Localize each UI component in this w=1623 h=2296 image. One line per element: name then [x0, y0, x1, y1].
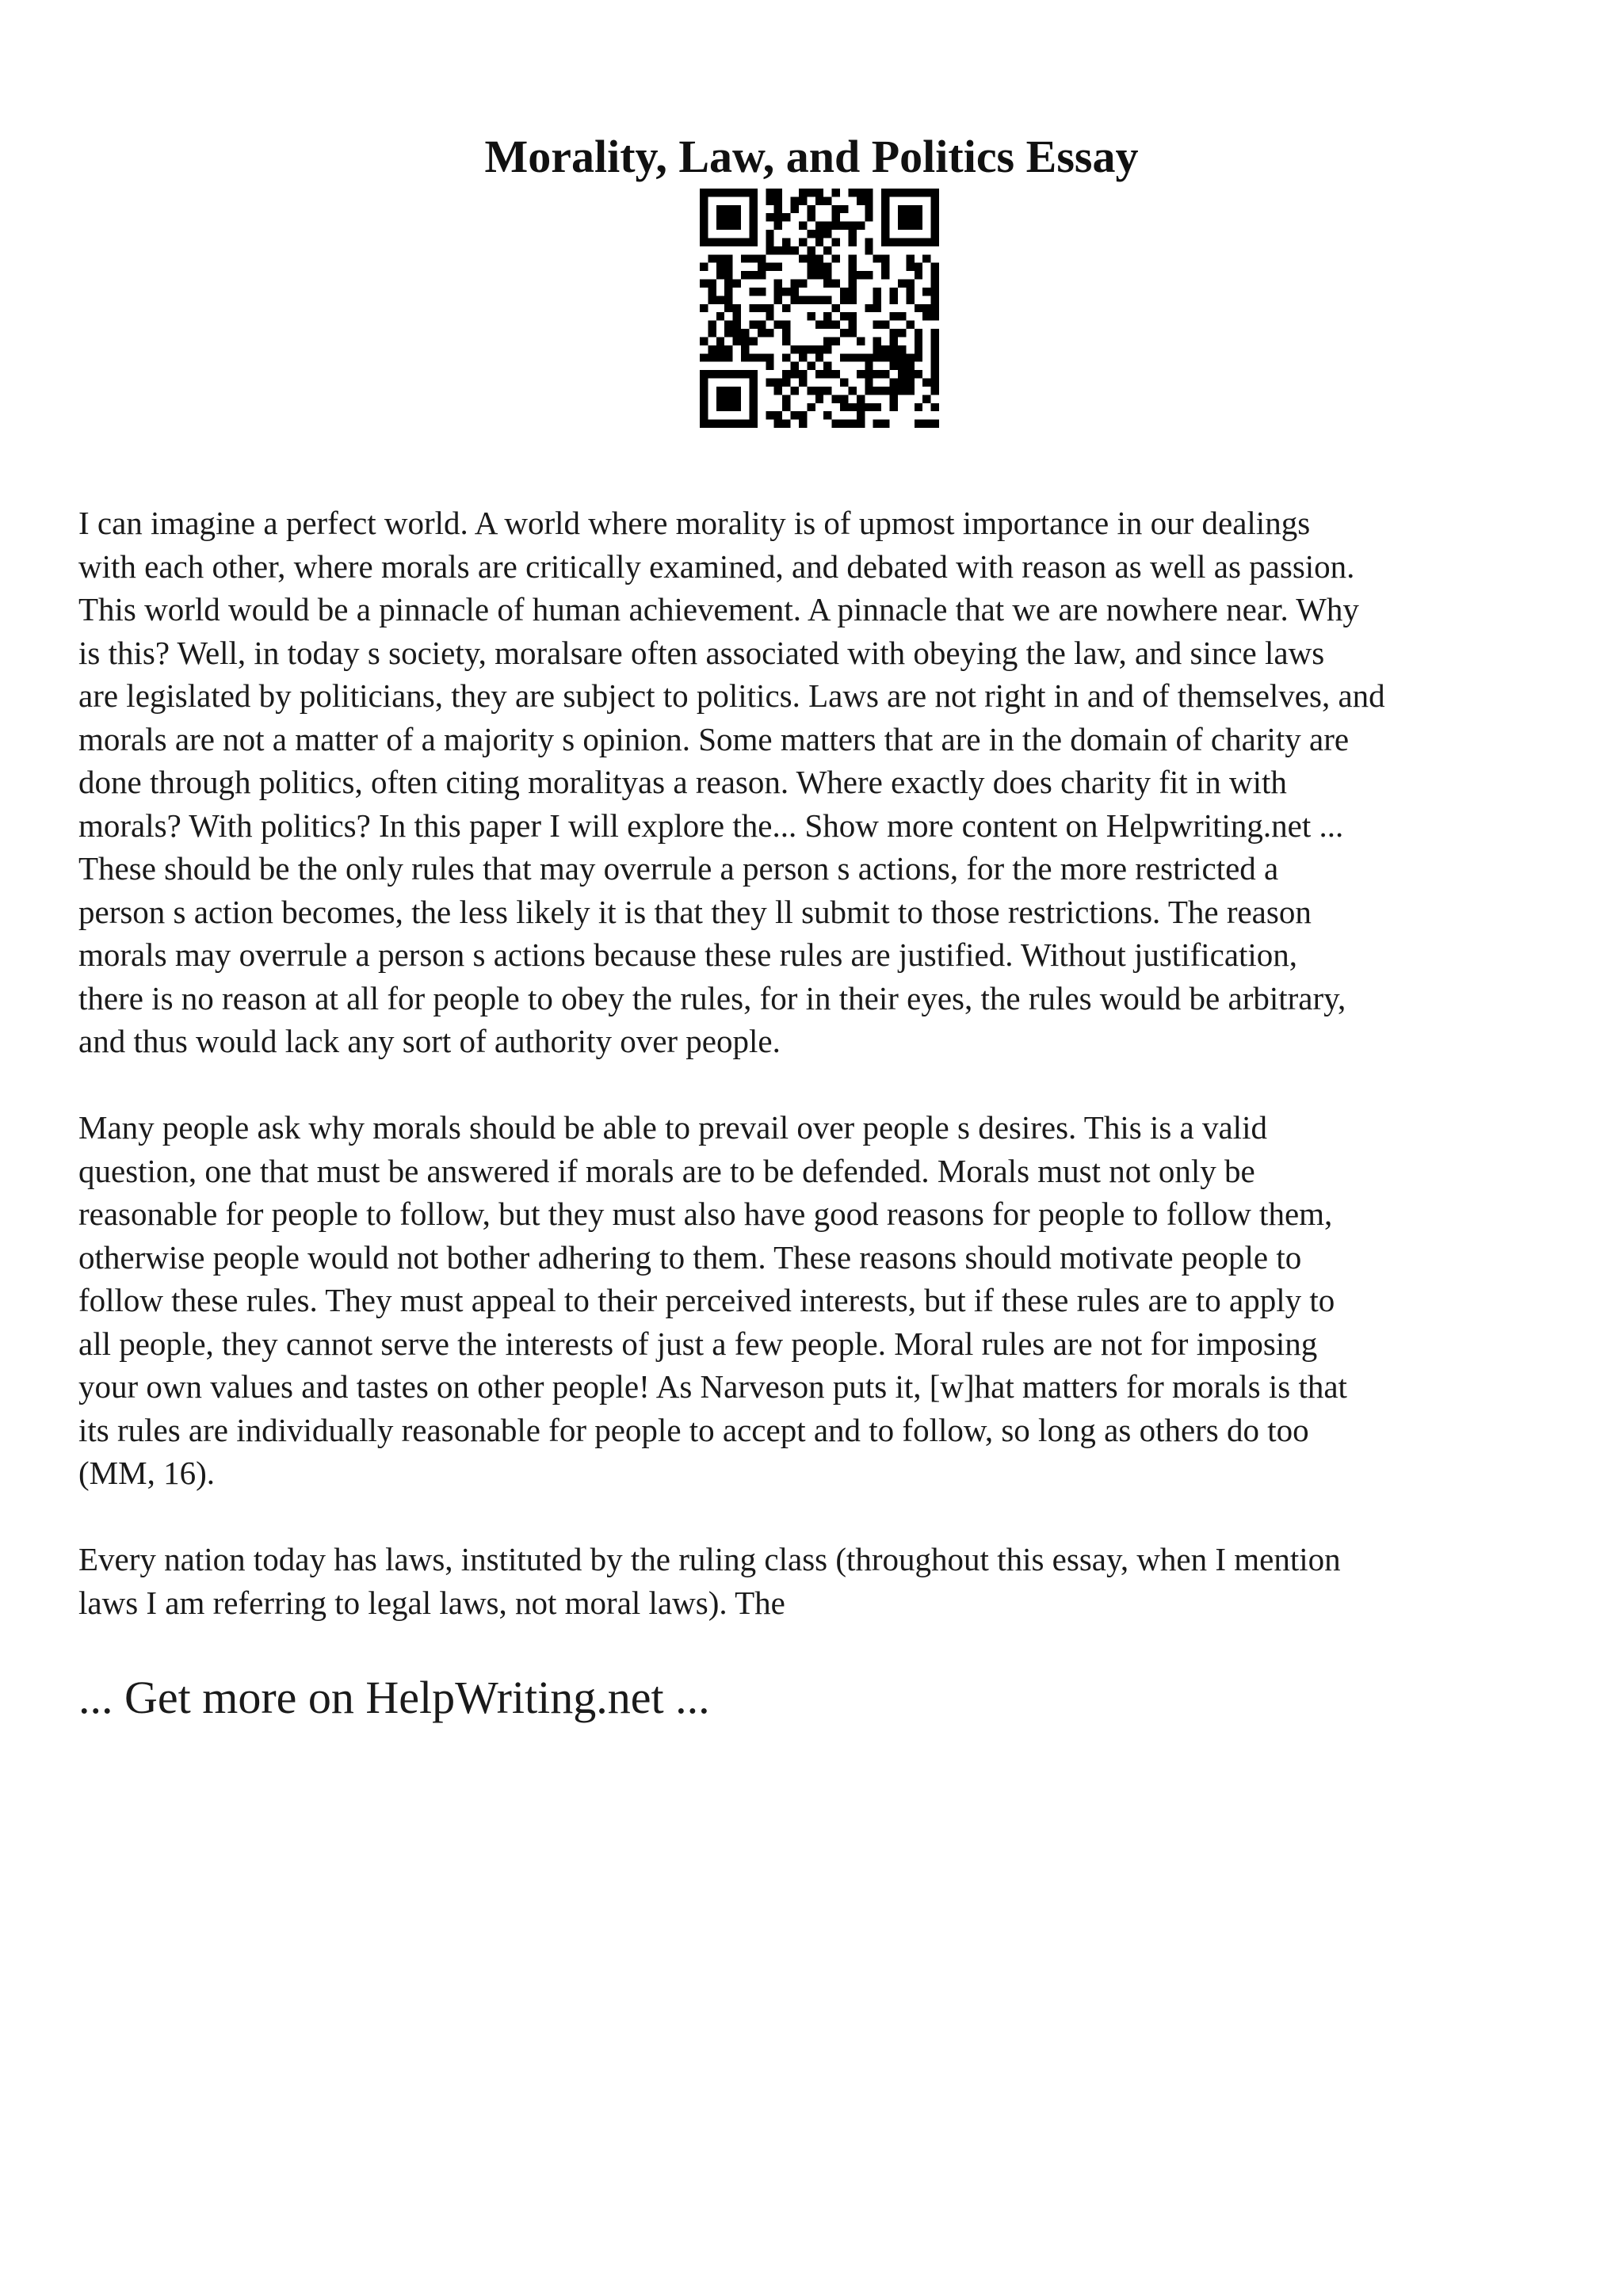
document-title: Morality, Law, and Politics Essay — [484, 130, 1139, 182]
get-more-link[interactable]: ... Get more on HelpWriting.net ... — [78, 1672, 710, 1723]
text-line: morals may overrule a person s actions because these rules are justified. Without justification, — [78, 936, 1298, 973]
text-line: is this? Well, in today s society, moralsare often associated with obeying the law, and since laws — [78, 634, 1325, 671]
text-line: are legislated by politicians, they are subject to politics. Laws are not right in and of themselves, and — [78, 677, 1385, 714]
paragraph-2 — [78, 1106, 1568, 1495]
text-line: all people, they cannot serve the interests of just a few people. Moral rules are not for imposing — [78, 1325, 1318, 1362]
text-line: morals? With politics? In this paper I will explore the... Show more content on Helpwriting.net ... — [78, 807, 1344, 844]
text-line: This world would be a pinnacle of human achievement. A pinnacle that we are nowhere near. Why — [78, 591, 1359, 627]
text-line: reasonable for people to follow, but they must also have good reasons for people to follow them, — [78, 1196, 1333, 1232]
text-line: and thus would lack any sort of authority over people. — [78, 1023, 781, 1059]
text-line: person s action becomes, the less likely it is that they ll submit to those restrictions. The reason — [78, 893, 1312, 930]
text-line: there is no reason at all for people to obey the rules, for in their eyes, the rules would be arbitrary, — [78, 979, 1346, 1016]
text-line: laws I am referring to legal laws, not moral laws). The — [78, 1584, 785, 1621]
qr-code-icon — [700, 189, 939, 428]
text-line: its rules are individually reasonable for people to accept and to follow, so long as others do too — [78, 1411, 1309, 1448]
text-line: otherwise people would not bother adhering to them. These reasons should motivate people to — [78, 1238, 1302, 1276]
paragraph-1 — [78, 502, 1568, 1063]
text-line: follow these rules. They must appeal to their perceived interests, but if these rules are to apply to — [78, 1282, 1335, 1318]
text-line: (MM, 16). — [78, 1455, 215, 1491]
essay-body — [78, 502, 1568, 1668]
text-line: your own values and tastes on other people! As Narveson puts it, [w]hat matters for morals is that — [78, 1368, 1347, 1405]
text-line: Many people ask why morals should be able to prevail over people s desires. This is a valid — [78, 1109, 1267, 1146]
text-line: These should be the only rules that may overrule a person s actions, for the more restricted a — [78, 850, 1279, 887]
text-line: I can imagine a perfect world. A world where morality is of upmost importance in our dealings — [78, 505, 1311, 541]
paragraph-3 — [78, 1538, 1568, 1624]
text-line: Every nation today has laws, instituted by the ruling class (throughout this essay, when I mention — [78, 1541, 1341, 1577]
text-line: with each other, where morals are critically examined, and debated with reason as well as passion. — [78, 547, 1355, 585]
text-line: morals are not a matter of a majority s opinion. Some matters that are in the domain of charity are — [78, 720, 1350, 757]
text-line: done through politics, often citing moralityas a reason. Where exactly does charity fit in with — [78, 764, 1287, 800]
text-line: question, one that must be answered if morals are to be defended. Morals must not only be — [78, 1152, 1255, 1189]
